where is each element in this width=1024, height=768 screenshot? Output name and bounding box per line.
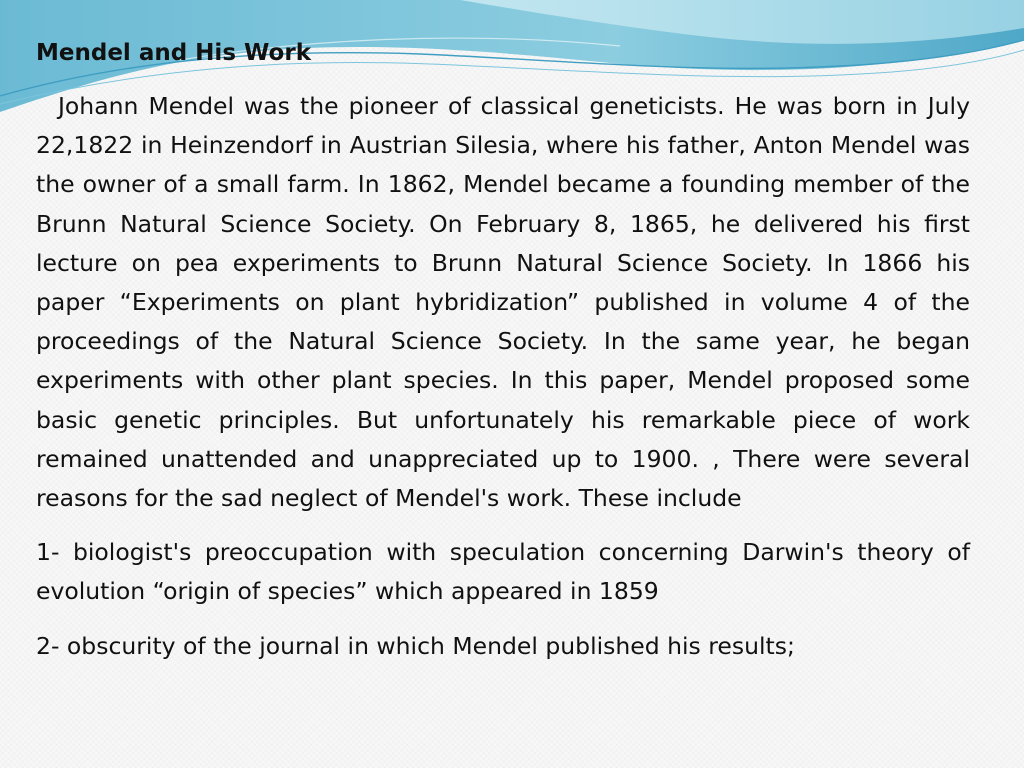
reason-item-1: 1- biologist's preoccupation with speculation concerning Darwin's theory of evolution “origin of species” which appeared in 1859 — [36, 538, 970, 606]
intro-paragraph: Johann Mendel was the pioneer of classical geneticists. He was born in July 22,1822 in Heinzendorf in Austrian Silesia, where his father, Anton Mendel was the owner of a small farm. In 1862, Mendel became a founding member of the Brunn Natural Science Society. On February 8, 1865, he delivered his first lecture on pea experiments to Brunn Natural Science Society. In 1866 his paper “Experiments on plant hybridization” published in volume 4 of the proceedings of the Natural Science Society. In the same year, he began experiments with other plant species. In this paper, Mendel proposed some basic genetic principles. But unfortunately his remarkable piece of work remained unattended and unappreciated up to 1900. , There were several reasons for the sad neglect of Mendel's work. These include — [36, 92, 970, 513]
reason-item-2: 2- obscurity of the journal in which Mendel published his results; — [36, 631, 795, 660]
slide-body — [36, 87, 970, 666]
slide-title: Mendel and His Work — [36, 40, 312, 66]
